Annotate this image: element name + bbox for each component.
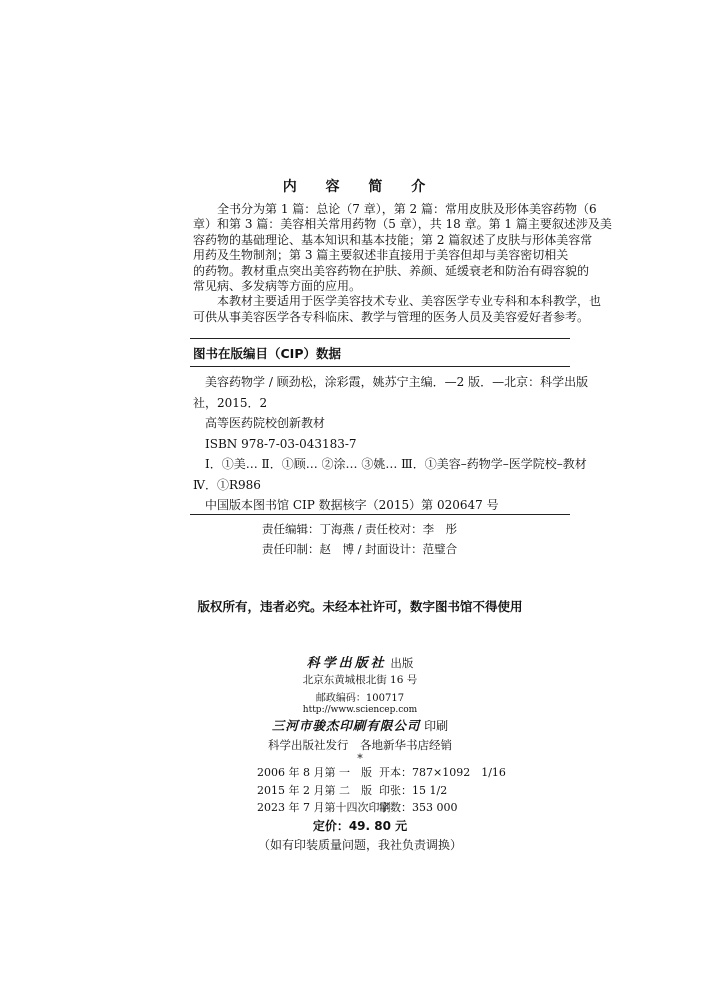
edition-row [257, 764, 506, 782]
cip-line: Ⅰ．①美… Ⅱ．①顾… ②涂… ③姚… Ⅲ．①美容–药物学–医学院校–教材 [193, 457, 587, 471]
summary-line: 的药物。教材重点突出美容药物在护肤、养颜、延缓衰老和防治有碍容貌的 [193, 263, 590, 278]
summary-text [193, 202, 612, 325]
publisher-suffix: 出版 [390, 656, 414, 670]
edition-number: 一 版 [339, 766, 372, 779]
distribution-line: 科学出版社发行 各地新华书店经销 [268, 738, 452, 752]
publisher-name: 科学出版社 [306, 656, 387, 671]
cip-line: ISBN 978-7-03-043183-7 [193, 436, 357, 451]
edition-date: 2006 年 8 月第 [257, 766, 336, 779]
editors-line: 责任编辑：丁海燕 / 责任校对：李 彤 [262, 522, 458, 536]
summary-line: 本教材主要适用于医学美容技术专业、美容医学专业专科和本科教学，也 [193, 294, 602, 309]
summary-title: 内 容 简 介 [282, 179, 438, 195]
edition-detail: 印张：15 1/2 [379, 783, 448, 797]
cip-line: 高等医药院校创新教材 [193, 416, 326, 430]
summary-line: 用药及生物制剂；第 3 篇主要叙述非直接用于美容但却与美容密切相关 [193, 248, 569, 263]
edition-date: 2023 年 7 月第十四次印刷 [257, 801, 391, 814]
edition-detail: 开本：787×1092 1/16 [379, 766, 506, 779]
edition-row [257, 799, 506, 817]
cip-heading: 图书在版编目（CIP）数据 [193, 346, 341, 361]
edition-number: 二 版 [339, 783, 372, 797]
publisher-address: 北京东黄城根北街 16 号 [302, 674, 418, 686]
copyright-notice: 版权所有，违者必究。未经本社许可，数字图书馆不得使用 [197, 599, 523, 614]
summary-line: 章）和第 3 篇：美容相关常用药物（5 章），共 18 章。第 1 篇主要叙述涉及美 [193, 217, 612, 232]
quality-notice: （如有印装质量问题，我社负责调换） [257, 838, 462, 852]
cip-line: 社，2015．2 [193, 395, 268, 410]
summary-paragraph-2 [193, 294, 602, 325]
editors-line: 责任印制：赵 博 / 封面设计：范璧合 [262, 541, 458, 556]
printer-line [0, 716, 720, 734]
publisher-line [0, 652, 720, 671]
summary-line: 容药物的基础理论、基本知识和基本技能；第 2 篇叙述了皮肤与形体美容常 [193, 232, 593, 247]
edition-detail: 字数：353 000 [379, 801, 458, 814]
price: 定价：49. 80 元 [312, 819, 408, 833]
summary-line: 可供从事美容医学各专科临床、教学与管理的医务人员及美容爱好者参考。 [193, 309, 590, 324]
edition-row [257, 782, 506, 800]
summary-line: 常见病、多发病等方面的应用。 [193, 279, 362, 294]
publisher-url: http://www.sciencep.com [302, 705, 418, 715]
editors-block [262, 520, 457, 559]
summary-line: 全书分为第 1 篇：总论（7 章），第 2 篇：常用皮肤及形体美容药物（6 [193, 202, 597, 216]
summary-paragraph-1 [193, 202, 612, 294]
cip-middle-rule [190, 366, 570, 367]
printer-suffix: 印刷 [424, 719, 449, 733]
cip-line: 中国版本图书馆 CIP 数据核字（2015）第 020647 号 [193, 498, 499, 512]
edition-date: 2015 年 2 月第 [257, 783, 336, 797]
cip-record [193, 372, 589, 516]
edition-table [257, 764, 506, 817]
separator-asterisk: * [357, 752, 363, 765]
printer-name: 三河市骏杰印刷有限公司 [271, 718, 421, 733]
cip-line: Ⅳ．①R986 [193, 477, 261, 492]
cip-bottom-rule [190, 514, 570, 515]
cip-line: 美容药物学 / 顾劲松，涂彩霞，姚苏宁主编．—2 版．—北京：科学出版 [193, 375, 589, 389]
cip-top-rule [190, 338, 570, 339]
publisher-postcode: 邮政编码：100717 [315, 693, 405, 704]
